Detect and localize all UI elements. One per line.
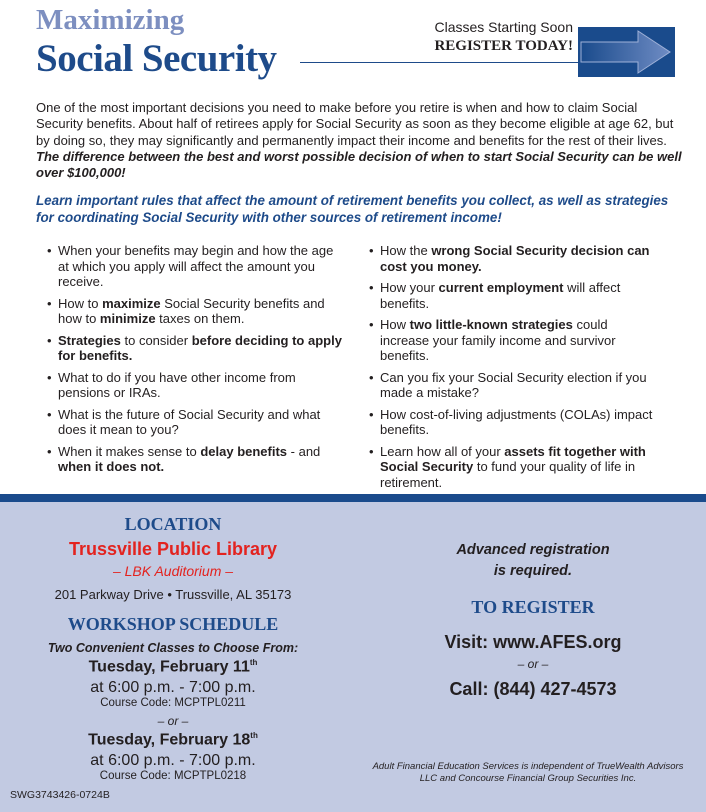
bullet-item (369, 280, 659, 311)
title-line2: Social Security (36, 37, 277, 80)
bullet-bold-text: assets fit together with Social Security (380, 443, 646, 474)
bullet-bold-text: two little-known strategies (409, 317, 573, 332)
venue-room: – LBK Auditorium – (112, 563, 234, 579)
bullet-text: When it makes sense to (58, 443, 201, 459)
bullet-text: What to do if you have other income from pensions or IRAs. (58, 369, 296, 400)
venue-name: Trussville Public Library (68, 539, 278, 559)
title-line1: Maximizing (36, 4, 185, 36)
to-register-heading: TO REGISTER (471, 597, 595, 617)
bullet-text: When your benefits may begin and how the age at which you apply will affect the amount you receive. (58, 243, 334, 289)
bullet-bold-text: before deciding to apply for benefits. (58, 332, 342, 363)
location-heading: LOCATION (124, 514, 222, 534)
schedule-heading: WORKSHOP SCHEDULE (67, 614, 279, 634)
bullet-text: How to (58, 295, 103, 311)
intro-text: One of the most important decisions you need to make before you retire is when and how to claim Social Security benefits. About half of retirees apply for Social Security as soon as they become eligible at age 62, but by doing so, they may significantly and permanently impact their income and benefits for the rest of their lives. (36, 100, 674, 148)
or-separator: – or – (157, 714, 189, 728)
bullet-text: Learn how all of your (380, 443, 505, 459)
bullets-right (369, 243, 659, 496)
bullet-item (47, 370, 347, 401)
schedule-subheading: Two Convenient Classes to Choose From: (47, 641, 299, 655)
bullet-item (369, 317, 659, 364)
disclaimer-line1: Adult Financial Education Services is independent of TrueWealth Advisors (372, 761, 684, 772)
advanced-registration-2: is required. (493, 563, 573, 579)
venue-address: 201 Parkway Drive • Trussville, AL 35173 (54, 587, 292, 602)
disclaimer-line2: LLC and Concourse Financial Group Securities Inc. (419, 773, 637, 784)
bullet-item (47, 296, 347, 327)
call-phone-link[interactable]: Call: (844) 427-4573 (449, 679, 617, 699)
bullet-bold-text: maximize (102, 295, 161, 311)
bullet-item (47, 243, 347, 290)
classes-starting: Classes Starting Soon (434, 19, 573, 35)
bullet-bold-text: minimize (99, 311, 156, 326)
document-code: SWG3743426-0724B (10, 789, 110, 801)
bullet-text: What is the future of Social Security and what does it mean to you? (58, 406, 321, 437)
session2-code: Course Code: MCPTPL0218 (99, 770, 247, 782)
bullet-item (369, 370, 659, 401)
right-arrow-icon (578, 27, 675, 77)
session1-date: Tuesday, February 11th (88, 658, 258, 676)
bullet-text: will affect benefits. (380, 280, 621, 311)
session1-code: Course Code: MCPTPL0211 (100, 697, 246, 709)
session1-time: at 6:00 p.m. - 7:00 p.m. (90, 679, 256, 696)
session2-time: at 6:00 p.m. - 7:00 p.m. (90, 752, 256, 769)
bullet-text: could increase your family income and survivor benefits. (380, 317, 616, 363)
register-today: REGISTER TODAY! (434, 38, 573, 54)
intro-bold: The difference between the best and worst possible decision of when to start Social Security can be well over $100,000! (36, 148, 682, 181)
bullet-text: How your (380, 280, 439, 295)
bullet-bold-text: when it does not. (58, 459, 165, 474)
bullet-bold-text: Strategies (58, 332, 121, 348)
bullet-bold-text: delay benefits (200, 443, 288, 459)
bullets-left (47, 243, 347, 481)
title-divider (300, 62, 578, 63)
session2-date: Tuesday, February 18th (88, 731, 258, 749)
bullet-text: Can you fix your Social Security election if you made a mistake? (380, 369, 647, 400)
bullet-item (369, 407, 659, 438)
bullet-text: to fund your quality of life in retirement. (380, 459, 636, 490)
learn-statement: Learn important rules that affect the amount of retirement benefits you collect, as well as strategies for coordinating Social Security with other sources of retirement income! (36, 193, 669, 225)
bullet-item (47, 333, 347, 364)
bullet-item (369, 243, 659, 274)
bullet-text: to consider (120, 332, 192, 348)
bullet-text: taxes on them. (155, 311, 245, 326)
advanced-registration-1: Advanced registration (456, 542, 610, 558)
register-arrow-button[interactable] (578, 27, 675, 77)
intro-paragraph (36, 100, 682, 181)
bullet-text: Social Security benefits and how to (58, 295, 325, 326)
bullet-item (369, 444, 659, 491)
bullet-item (47, 407, 347, 438)
bullet-item (47, 444, 347, 475)
bullet-bold-text: wrong Social Security decision can cost you money. (380, 243, 650, 274)
visit-website-link[interactable]: Visit: www.AFES.org (444, 632, 622, 652)
bullet-text: - and (287, 443, 321, 459)
bullet-text: How cost-of-living adjustments (COLAs) impact benefits. (380, 406, 653, 437)
register-or: – or – (517, 657, 549, 671)
bullet-text: How the (380, 243, 432, 258)
divider-band (0, 494, 706, 502)
bullet-bold-text: current employment (438, 280, 564, 295)
bullet-text: How (380, 317, 410, 332)
